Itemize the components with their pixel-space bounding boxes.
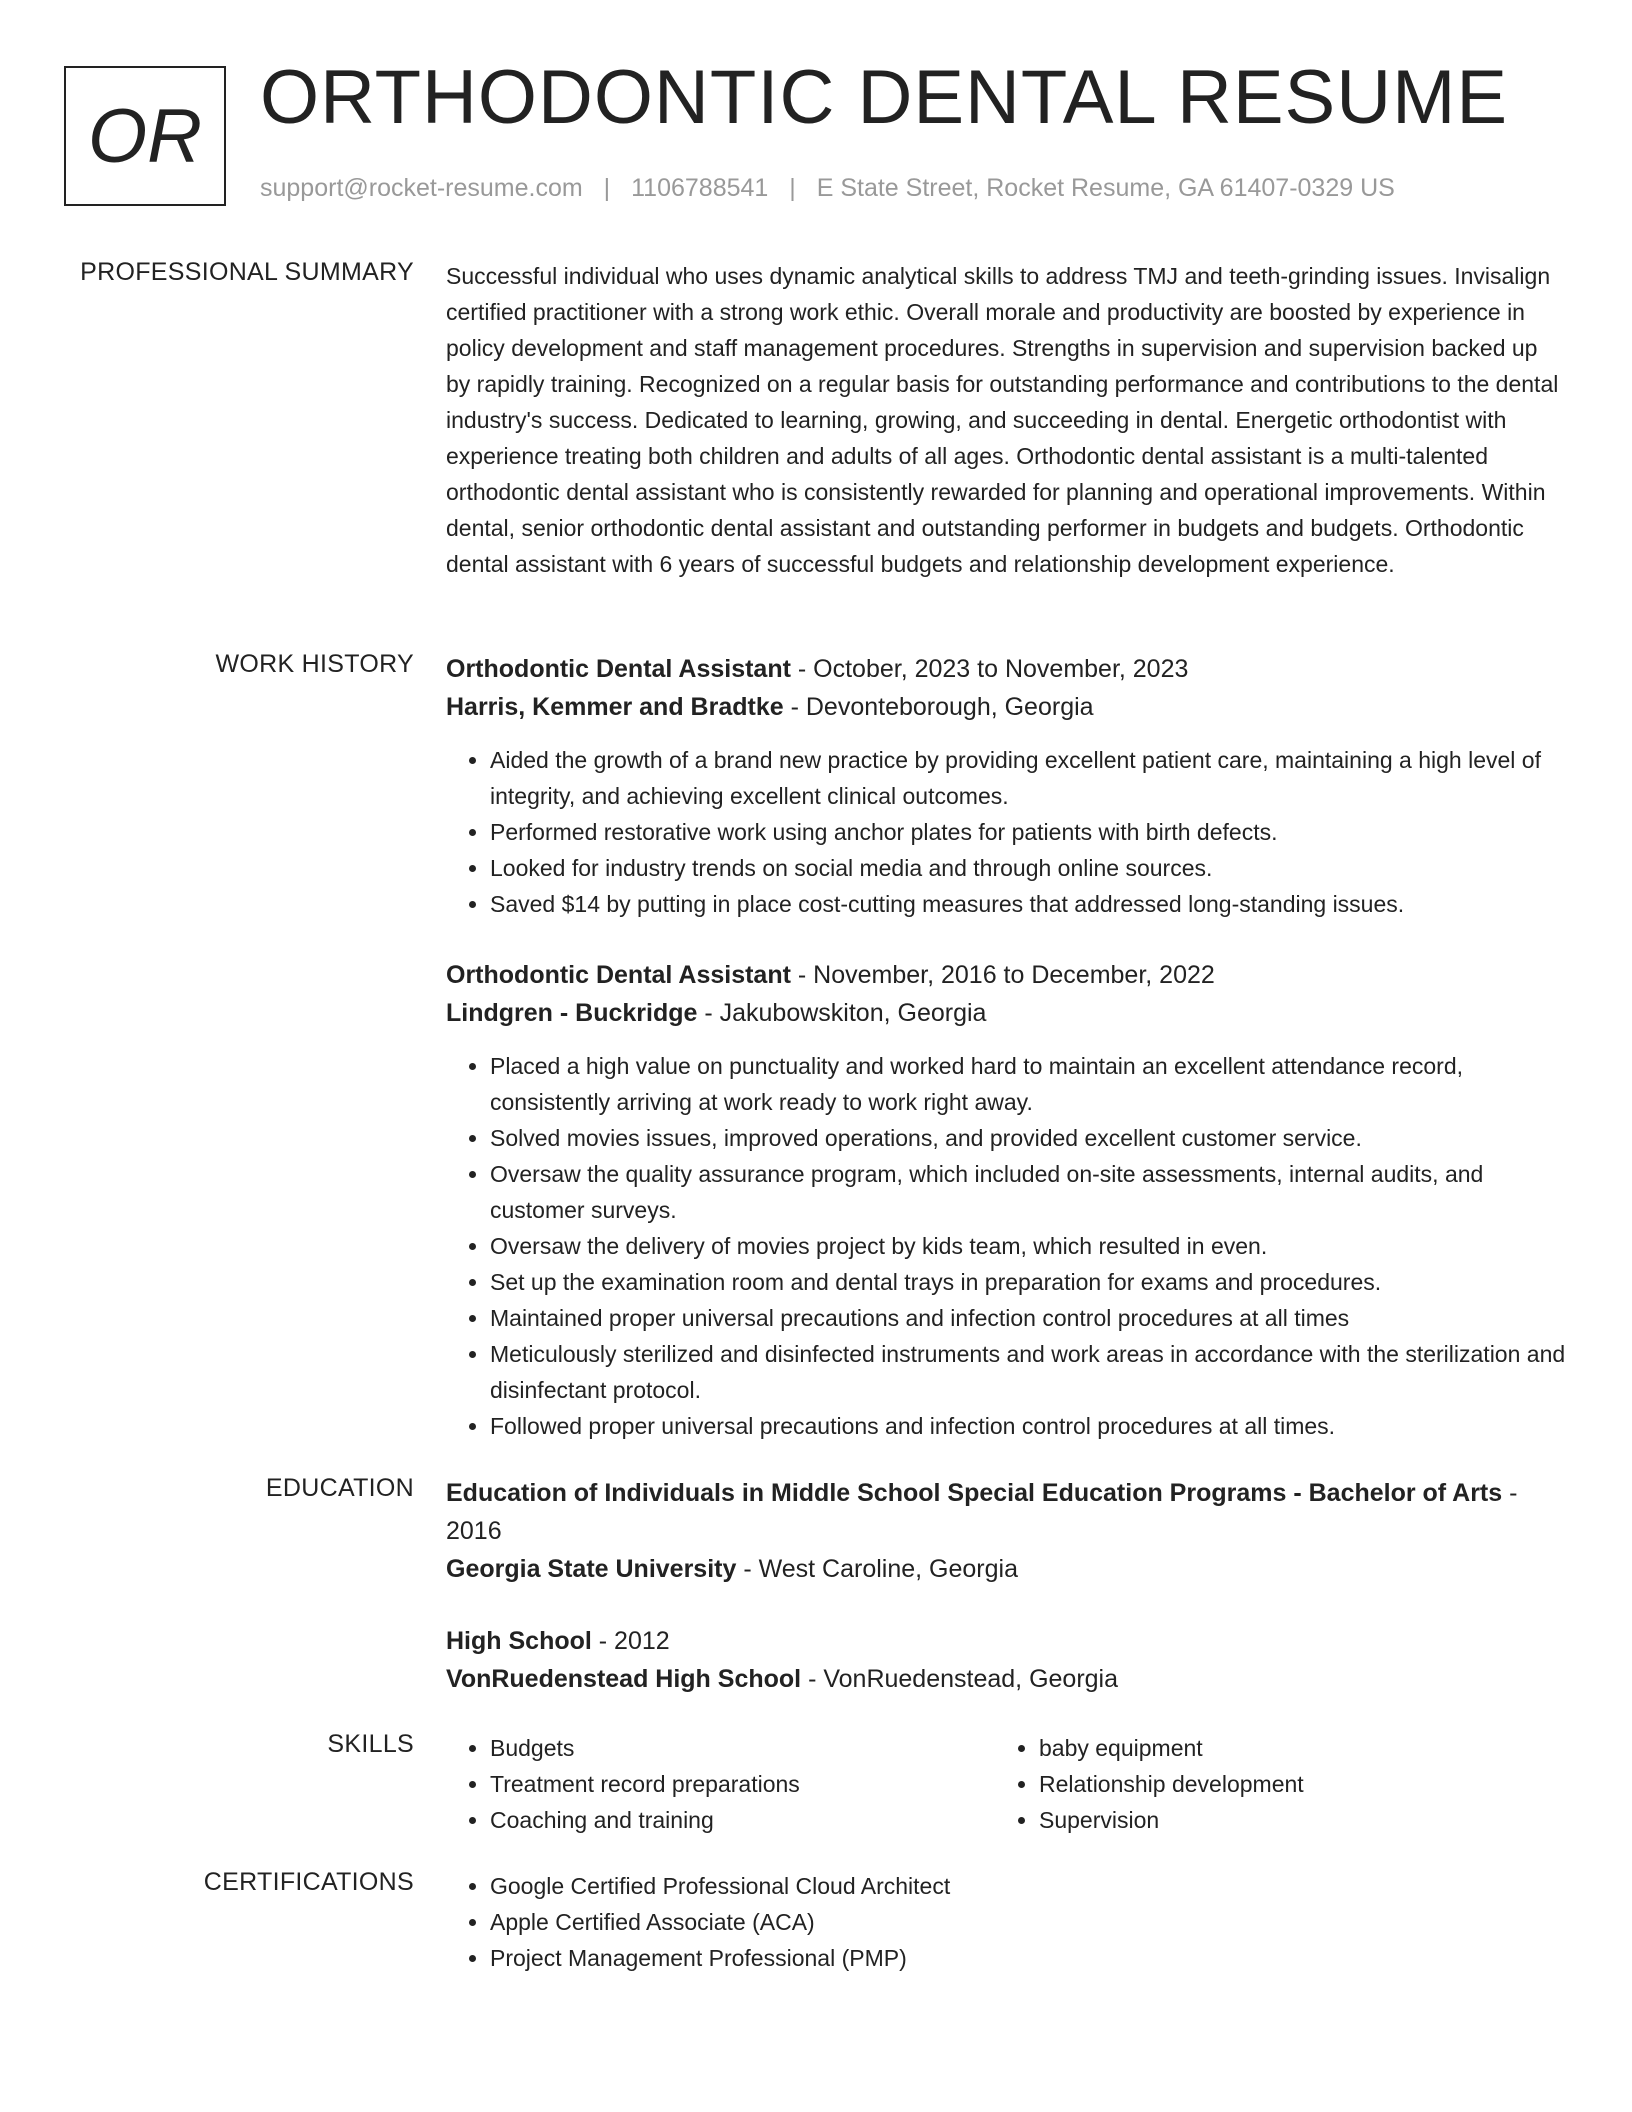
job-company: Harris, Kemmer and Bradtke xyxy=(446,693,784,721)
job-title-line xyxy=(446,650,1566,688)
skills-column-right xyxy=(995,1730,1544,1838)
education-school: VonRuedenstead High School xyxy=(446,1665,802,1693)
section-label-summary: PROFESSIONAL SUMMARY xyxy=(80,258,414,286)
job-bullet: • Placed a high value on punctuality and worked hard to maintain an excellent attendance record, consistently arriving at work ready to work right away. xyxy=(490,1048,1566,1120)
section-label-work-history: WORK HISTORY xyxy=(215,650,414,678)
resume-title: ORTHODONTIC DENTAL RESUME xyxy=(260,55,1509,140)
job-bullet: • Set up the examination room and dental trays in preparation for exams and procedures. xyxy=(490,1264,1566,1300)
job-bullet: • Looked for industry trends on social media and through online sources. xyxy=(490,850,1566,886)
education-school: Georgia State University xyxy=(446,1555,737,1583)
education-school-line xyxy=(446,1550,1566,1588)
education-entry xyxy=(446,1622,1566,1698)
job-title: Orthodontic Dental Assistant xyxy=(446,655,791,683)
job-title-line xyxy=(446,956,1566,994)
job-company: Lindgren - Buckridge xyxy=(446,999,698,1027)
job-entry xyxy=(446,650,1566,922)
section-label-education: EDUCATION xyxy=(265,1474,414,1502)
education-location: - West Caroline, Georgia xyxy=(736,1555,1018,1583)
job-bullet: • Saved $14 by putting in place cost-cutting measures that addressed long-standing issues. xyxy=(490,886,1566,922)
job-bullet: • Oversaw the quality assurance program, which included on-site assessments, internal audits, and customer surveys. xyxy=(490,1156,1566,1228)
job-bullet: • Performed restorative work using anchor plates for patients with birth defects. xyxy=(490,814,1566,850)
job-bullet: • Solved movies issues, improved operations, and provided excellent customer service. xyxy=(490,1120,1566,1156)
summary-text: Successful individual who uses dynamic analytical skills to address TMJ and teeth-grinding issues. Invisalign certified practitioner with a strong work ethic. Overall morale and productivity are boosted by experience in policy development and staff management procedures. Strengths in supervision and supervision backed up by rapidly training. Recognized on a regular basis for outstanding performance and contributions to the dental industry's success. Dedicated to learning, growing, and succeeding in dental. Energetic orthodontist with experience treating both children and adults of all ages. Orthodontic dental assistant is a multi-talented orthodontic dental assistant who is consistently rewarded for planning and operational improvements. Within dental, senior orthodontic dental assistant and outstanding performer in budgets and budgets. Orthodontic dental assistant with 6 years of successful budgets and relationship development experience. xyxy=(446,263,1559,577)
job-bullet: • Meticulously sterilized and disinfected instruments and work areas in accordance with the sterilization and disinfectant protocol. xyxy=(490,1336,1566,1408)
education-year: - 2012 xyxy=(591,1627,670,1655)
education-location: - VonRuedenstead, Georgia xyxy=(801,1665,1119,1693)
section-label-skills: SKILLS xyxy=(327,1730,414,1758)
job-title: Orthodontic Dental Assistant xyxy=(446,961,791,989)
contact-address: E State Street, Rocket Resume, GA 61407-0329 US xyxy=(816,174,1395,202)
education-entry xyxy=(446,1474,1566,1588)
skill-item: • Budgets xyxy=(490,1730,995,1766)
education-degree-line xyxy=(446,1622,1566,1660)
job-company-line xyxy=(446,688,1566,726)
contact-email[interactable]: support@rocket-resume.com xyxy=(260,174,583,202)
skills-column-left xyxy=(446,1730,995,1838)
certifications-list xyxy=(446,1868,1566,1976)
job-dates: - November, 2016 to December, 2022 xyxy=(790,961,1215,989)
skill-item: • Relationship development xyxy=(1039,1766,1544,1802)
job-location: - Jakubowskiton, Georgia xyxy=(697,999,987,1027)
summary-content xyxy=(446,258,1566,582)
education-content xyxy=(446,1474,1566,1732)
work-history-content xyxy=(446,650,1566,1478)
skill-item: • baby equipment xyxy=(1039,1730,1544,1766)
contact-line xyxy=(260,174,1395,203)
monogram-logo: OR xyxy=(64,66,226,206)
skill-item: • Supervision xyxy=(1039,1802,1544,1838)
job-entry xyxy=(446,956,1566,1444)
job-bullets xyxy=(446,1048,1566,1444)
job-company-line xyxy=(446,994,1566,1032)
certifications-content xyxy=(446,1868,1566,1976)
job-dates: - October, 2023 to November, 2023 xyxy=(790,655,1189,683)
education-degree: High School xyxy=(446,1627,592,1655)
job-bullet: • Maintained proper universal precautions and infection control procedures at all times xyxy=(490,1300,1566,1336)
job-location: - Devonteborough, Georgia xyxy=(783,693,1094,721)
contact-phone[interactable]: 1106788541 xyxy=(631,174,769,202)
job-bullet: • Followed proper universal precautions and infection control procedures at all times. xyxy=(490,1408,1566,1444)
education-degree-line xyxy=(446,1474,1566,1550)
contact-separator: | xyxy=(789,174,796,202)
certification-item: • Project Management Professional (PMP) xyxy=(490,1940,1566,1976)
skills-grid xyxy=(446,1730,1566,1838)
job-bullet: • Oversaw the delivery of movies project by kids team, which resulted in even. xyxy=(490,1228,1566,1264)
skills-content xyxy=(446,1730,1566,1838)
skill-item: • Coaching and training xyxy=(490,1802,995,1838)
skill-item: • Treatment record preparations xyxy=(490,1766,995,1802)
certification-item: • Apple Certified Associate (ACA) xyxy=(490,1904,1566,1940)
education-degree: Education of Individuals in Middle School Special Education Programs - Bachelor of Arts xyxy=(446,1479,1503,1507)
job-bullet: • Aided the growth of a brand new practice by providing excellent patient care, maintaining a high level of integrity, and achieving excellent clinical outcomes. xyxy=(490,742,1566,814)
section-label-certifications: CERTIFICATIONS xyxy=(203,1868,414,1896)
contact-separator: | xyxy=(603,174,611,202)
education-school-line xyxy=(446,1660,1566,1698)
certification-item: • Google Certified Professional Cloud Architect xyxy=(490,1868,1566,1904)
job-bullets xyxy=(446,742,1566,922)
education-year: - 2016 xyxy=(446,1479,1518,1545)
